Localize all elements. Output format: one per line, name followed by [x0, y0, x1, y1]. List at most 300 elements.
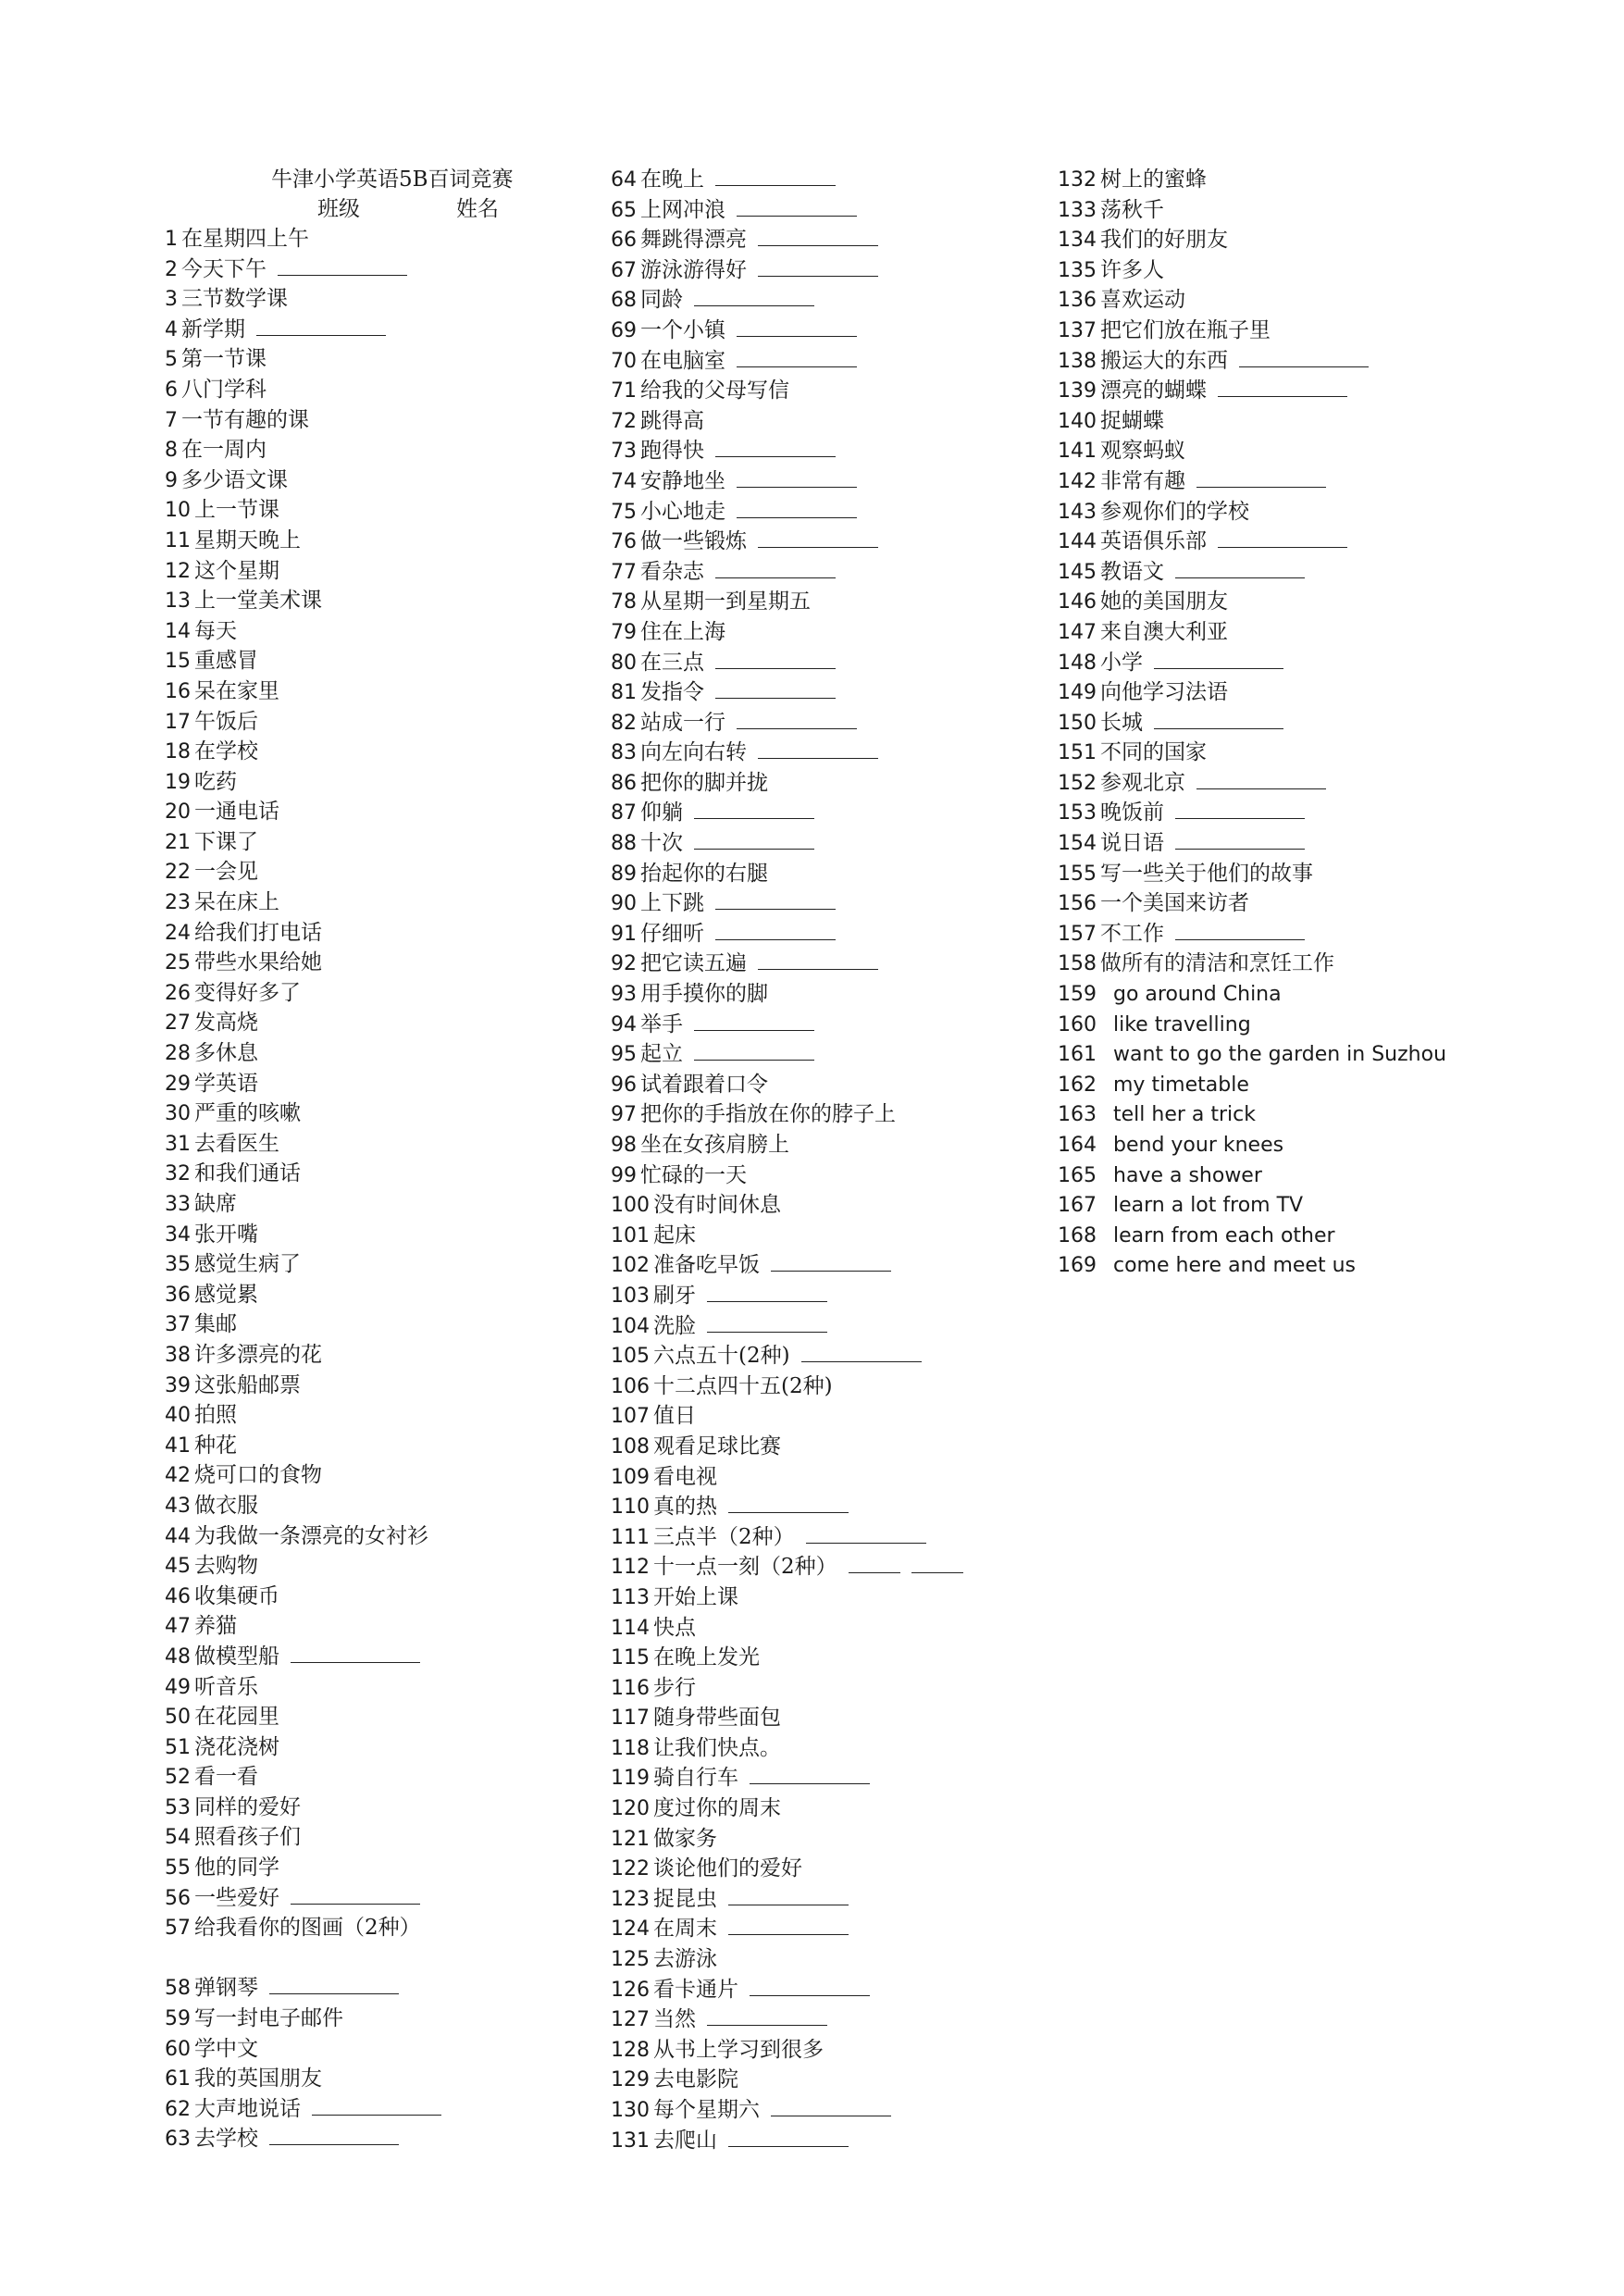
item-prompt: 今天下午 — [181, 256, 267, 281]
vocab-item — [165, 767, 600, 798]
answer-blank[interactable] — [737, 197, 857, 217]
vocab-item — [1058, 165, 1576, 195]
answer-blank[interactable] — [715, 921, 836, 940]
item-number: 68 — [611, 289, 637, 313]
item-prompt: go around China — [1113, 983, 1282, 1007]
answer-blank[interactable] — [758, 528, 878, 548]
item-number: 144 — [1058, 530, 1097, 554]
item-number: 46 — [165, 1584, 191, 1608]
answer-blank[interactable] — [758, 227, 878, 246]
item-prompt: 长城 — [1100, 710, 1143, 735]
answer-blank[interactable] — [758, 950, 878, 970]
answer-blank[interactable] — [269, 2126, 399, 2145]
item-number: 169 — [1058, 1254, 1097, 1278]
vocab-item — [611, 1884, 1055, 1915]
item-prompt: 严重的咳嗽 — [194, 1101, 301, 1126]
item-number: 120 — [611, 1797, 650, 1821]
item-prompt: 漂亮的蝴蝶 — [1100, 379, 1207, 403]
answer-blank[interactable] — [707, 1283, 827, 1302]
vocab-item — [611, 1432, 1055, 1462]
item-number: 13 — [165, 590, 191, 614]
item-number: 40 — [165, 1404, 191, 1428]
item-prompt: 同龄 — [640, 288, 683, 313]
class-name-line — [165, 194, 600, 224]
vocab-item — [611, 1975, 1055, 2005]
answer-blank[interactable] — [694, 1011, 814, 1031]
vocab-item — [611, 2095, 1055, 2126]
vocab-item — [611, 1793, 1055, 1824]
item-prompt: 听音乐 — [194, 1674, 258, 1699]
vocab-item — [611, 949, 1055, 979]
vocab-item — [165, 1582, 600, 1612]
answer-blank[interactable] — [1175, 800, 1305, 819]
item-prompt: 荡秋千 — [1100, 197, 1164, 222]
item-prompt: 上一堂美术课 — [194, 589, 322, 614]
answer-blank[interactable] — [849, 1554, 900, 1573]
vocab-item — [165, 1853, 600, 1883]
item-number: 39 — [165, 1373, 191, 1397]
item-number: 62 — [165, 2097, 191, 2121]
vocab-item — [611, 1703, 1055, 1733]
item-number: 48 — [165, 1644, 191, 1669]
item-number: 167 — [1058, 1194, 1097, 1218]
column-3-list — [1058, 165, 1576, 1281]
item-number: 101 — [611, 1223, 650, 1247]
vocab-item — [165, 2034, 600, 2065]
answer-blank[interactable] — [737, 710, 857, 729]
item-prompt: 当然 — [653, 2007, 696, 2032]
item-prompt: 去购物 — [194, 1554, 258, 1579]
answer-blank[interactable] — [758, 739, 878, 759]
vocab-item — [1058, 376, 1576, 406]
item-number: 42 — [165, 1464, 191, 1488]
vocab-item — [165, 676, 600, 707]
answer-blank[interactable] — [737, 468, 857, 488]
item-prompt: 游泳游得好 — [640, 257, 747, 282]
item-prompt: 站成一行 — [640, 710, 725, 735]
item-prompt: 写一封电子邮件 — [194, 2006, 343, 2031]
vocab-item — [165, 1400, 600, 1431]
answer-blank[interactable] — [694, 1041, 814, 1061]
item-prompt: 发高烧 — [194, 1011, 258, 1036]
item-prompt: 值日 — [653, 1404, 696, 1429]
item-number: 103 — [611, 1284, 650, 1308]
item-prompt: 来自澳大利亚 — [1100, 619, 1228, 644]
vocab-item — [165, 1098, 600, 1129]
item-number: 148 — [1058, 651, 1097, 675]
item-prompt: 跳得高 — [640, 408, 704, 433]
item-number: 139 — [1058, 379, 1097, 403]
item-number: 114 — [611, 1616, 650, 1640]
item-number: 128 — [611, 2038, 650, 2062]
item-number: 27 — [165, 1011, 191, 1036]
item-number: 15 — [165, 650, 191, 674]
item-prompt: 午饭后 — [194, 709, 258, 734]
item-number: 106 — [611, 1374, 650, 1398]
answer-blank[interactable] — [715, 438, 836, 457]
item-number: 109 — [611, 1465, 650, 1489]
vocab-item — [165, 1913, 600, 1943]
vocab-item — [611, 708, 1055, 738]
vocab-item — [611, 2065, 1055, 2095]
item-prompt: 做家务 — [653, 1826, 717, 1851]
vocab-item — [165, 284, 600, 315]
item-number: 107 — [611, 1405, 650, 1429]
item-number: 58 — [165, 1977, 191, 2001]
item-number: 83 — [611, 741, 637, 765]
item-number: 38 — [165, 1343, 191, 1367]
answer-blank[interactable] — [707, 2006, 827, 2026]
item-number: 152 — [1058, 771, 1097, 795]
answer-blank[interactable] — [256, 316, 386, 336]
vocab-item — [611, 1160, 1055, 1191]
item-number: 14 — [165, 619, 191, 643]
item-number: 26 — [165, 981, 191, 1005]
item-number: 16 — [165, 679, 191, 703]
item-prompt: 同样的爱好 — [194, 1794, 301, 1819]
vocab-item — [165, 1129, 600, 1160]
vocab-item — [611, 1522, 1055, 1553]
vocab-item — [165, 1672, 600, 1703]
item-prompt: 每天 — [194, 618, 237, 643]
vocab-item — [611, 527, 1055, 557]
vocab-item — [1058, 708, 1576, 738]
vocab-item — [611, 1371, 1055, 1402]
item-prompt: 照看孩子们 — [194, 1825, 301, 1850]
item-prompt: 举手 — [640, 1011, 683, 1036]
vocab-item — [165, 887, 600, 918]
item-prompt: 在花园里 — [194, 1705, 279, 1730]
item-prompt: 这张船邮票 — [194, 1372, 301, 1397]
vocab-item — [165, 1309, 600, 1340]
answer-blank[interactable] — [737, 499, 857, 518]
item-prompt: 三节数学课 — [181, 287, 288, 312]
column-1-list — [165, 224, 600, 2154]
item-prompt: 大声地说话 — [194, 2096, 301, 2121]
item-prompt: 舞跳得漂亮 — [640, 228, 747, 253]
item-number: 35 — [165, 1253, 191, 1277]
item-number: 94 — [611, 1012, 637, 1036]
answer-blank[interactable] — [737, 348, 857, 367]
vocab-item — [611, 738, 1055, 768]
vocab-item — [165, 344, 600, 375]
answer-blank[interactable] — [1154, 710, 1283, 729]
item-prompt: 在星期四上午 — [181, 227, 309, 251]
answer-blank[interactable] — [1175, 559, 1305, 578]
answer-blank[interactable] — [1218, 528, 1347, 548]
item-prompt: 她的美国朋友 — [1100, 590, 1228, 614]
item-prompt: 去爬山 — [653, 2128, 717, 2153]
vocab-item — [611, 1099, 1055, 1130]
item-prompt: 我们的好朋友 — [1100, 228, 1228, 253]
item-prompt: 星期天晚上 — [194, 527, 301, 552]
item-number: 151 — [1058, 741, 1097, 765]
item-prompt: 小心地走 — [640, 499, 725, 524]
item-number: 102 — [611, 1254, 650, 1278]
item-number: 155 — [1058, 862, 1097, 886]
answer-blank[interactable] — [1218, 378, 1347, 397]
item-number: 75 — [611, 500, 637, 524]
vocab-item — [1058, 617, 1576, 648]
item-number: 61 — [165, 2067, 191, 2091]
item-number: 87 — [611, 801, 637, 825]
answer-blank[interactable] — [771, 1252, 891, 1272]
vocab-item — [1058, 798, 1576, 828]
column-3 — [1058, 165, 1576, 1281]
item-number: 69 — [611, 318, 637, 342]
answer-blank[interactable] — [1175, 921, 1305, 940]
item-number: 130 — [611, 2099, 650, 2122]
item-number: 8 — [165, 439, 178, 463]
item-prompt: like travelling — [1113, 1012, 1251, 1036]
item-prompt: 一会见 — [194, 860, 258, 885]
item-prompt: 把你的脚并拢 — [640, 770, 768, 795]
item-number: 32 — [165, 1162, 191, 1186]
item-number: 5 — [165, 348, 178, 372]
answer-blank[interactable] — [707, 1313, 827, 1333]
worksheet-title: 牛津小学英语5B百词竞赛 — [271, 168, 514, 192]
answer-blank[interactable] — [715, 559, 836, 578]
item-number: 74 — [611, 469, 637, 493]
item-number: 161 — [1058, 1043, 1097, 1067]
vocab-item — [611, 1462, 1055, 1493]
vocab-item — [165, 1551, 600, 1582]
item-prompt: 变得好多了 — [194, 980, 301, 1005]
answer-blank[interactable] — [1239, 348, 1369, 367]
vocab-item — [611, 859, 1055, 889]
item-prompt: 发指令 — [640, 680, 704, 705]
vocab-item — [1058, 888, 1576, 919]
answer-blank[interactable] — [269, 1975, 399, 1994]
vocab-item — [165, 1340, 600, 1371]
answer-blank[interactable] — [750, 1977, 870, 1996]
item-prompt: 说日语 — [1100, 831, 1164, 856]
vocab-item — [165, 1793, 600, 1823]
item-number: 7 — [165, 408, 178, 432]
item-number: 21 — [165, 830, 191, 854]
item-prompt: 捉蝴蝶 — [1100, 408, 1164, 433]
vocab-item — [1058, 466, 1576, 497]
item-prompt: 步行 — [653, 1675, 696, 1700]
item-prompt: 英语俱乐部 — [1100, 529, 1207, 554]
item-number: 122 — [611, 1857, 650, 1881]
answer-blank[interactable] — [758, 257, 878, 277]
vocab-item — [1058, 225, 1576, 255]
vocab-item — [1058, 195, 1576, 226]
item-prompt: 用手摸你的脚 — [640, 982, 768, 1007]
item-prompt: 一个小镇 — [640, 317, 725, 342]
item-prompt: 收集硬币 — [194, 1583, 279, 1608]
vocab-item — [165, 1943, 600, 2004]
answer-blank[interactable] — [801, 1343, 922, 1362]
item-prompt: 去看医生 — [194, 1131, 279, 1156]
item-prompt: 在三点 — [640, 650, 704, 675]
vocab-item — [165, 1371, 600, 1401]
vocab-item — [165, 556, 600, 587]
item-prompt: 给我看你的图画（2种） — [194, 1916, 421, 1941]
item-number: 37 — [165, 1313, 191, 1337]
vocab-item — [611, 346, 1055, 377]
vocab-item — [611, 316, 1055, 346]
item-number: 111 — [611, 1525, 650, 1549]
answer-blank[interactable] — [771, 2097, 891, 2116]
item-prompt: 把它们放在瓶子里 — [1100, 317, 1271, 342]
item-prompt: 和我们通话 — [194, 1161, 301, 1186]
item-number: 126 — [611, 1978, 650, 2002]
vocab-item — [611, 1039, 1055, 1070]
vocab-item — [1058, 828, 1576, 859]
item-prompt: bend your knees — [1113, 1134, 1284, 1157]
answer-blank[interactable] — [715, 650, 836, 669]
item-prompt: 非常有趣 — [1100, 468, 1185, 493]
item-prompt: come here and meet us — [1113, 1254, 1356, 1278]
item-number: 168 — [1058, 1223, 1097, 1247]
item-prompt: 一个美国来访者 — [1100, 891, 1249, 916]
vocab-item — [1058, 1099, 1576, 1130]
answer-blank[interactable] — [291, 1644, 420, 1663]
vocab-item — [611, 768, 1055, 799]
item-number: 136 — [1058, 289, 1097, 313]
item-number: 124 — [611, 1917, 650, 1942]
item-prompt: 让我们快点。 — [653, 1735, 781, 1760]
answer-blank[interactable] — [278, 256, 407, 276]
vocab-item — [165, 1038, 600, 1069]
item-prompt: 每个星期六 — [653, 2098, 760, 2122]
item-number: 160 — [1058, 1012, 1097, 1036]
item-number: 23 — [165, 891, 191, 915]
vocab-item — [611, 1250, 1055, 1281]
item-prompt: 一通电话 — [194, 800, 279, 825]
answer-blank[interactable] — [1196, 468, 1326, 488]
item-prompt: 把你的手指放在你的脖子上 — [640, 1102, 896, 1127]
item-prompt: 烧可口的食物 — [194, 1463, 322, 1488]
vocab-item — [165, 797, 600, 827]
item-number: 158 — [1058, 952, 1097, 976]
answer-blank[interactable] — [291, 1885, 420, 1905]
answer-blank[interactable] — [715, 890, 836, 910]
item-number: 65 — [611, 198, 637, 222]
item-prompt: 看一看 — [194, 1765, 258, 1790]
vocab-item — [165, 1008, 600, 1038]
answer-blank[interactable] — [694, 800, 814, 819]
vocab-item — [165, 857, 600, 887]
item-prompt: 骑自行车 — [653, 1766, 738, 1791]
vocab-item — [611, 1673, 1055, 1704]
vocab-item — [611, 919, 1055, 949]
item-number: 67 — [611, 258, 637, 282]
item-number: 56 — [165, 1886, 191, 1910]
item-number: 162 — [1058, 1073, 1097, 1097]
vocab-item — [611, 376, 1055, 406]
item-number: 93 — [611, 983, 637, 1007]
vocab-item — [1058, 1221, 1576, 1251]
item-prompt: my timetable — [1113, 1073, 1249, 1097]
vocab-item — [611, 1010, 1055, 1040]
item-prompt: 看杂志 — [640, 559, 704, 584]
item-number: 132 — [1058, 168, 1097, 192]
answer-blank[interactable] — [728, 1916, 849, 1935]
item-number: 57 — [165, 1917, 191, 1941]
item-prompt: 感觉生病了 — [194, 1252, 301, 1277]
item-number: 30 — [165, 1102, 191, 1126]
answer-blank[interactable] — [806, 1524, 926, 1544]
item-prompt: 搬运大的东西 — [1100, 348, 1228, 373]
answer-blank[interactable] — [728, 1494, 849, 1513]
vocab-item — [611, 798, 1055, 828]
item-prompt: 快点 — [653, 1615, 696, 1640]
item-number: 24 — [165, 921, 191, 945]
vocab-item — [165, 1249, 600, 1280]
item-number: 86 — [611, 771, 637, 795]
answer-blank[interactable] — [1154, 650, 1283, 669]
item-number: 121 — [611, 1827, 650, 1851]
item-prompt: 捉昆虫 — [653, 1886, 717, 1911]
item-number: 64 — [611, 168, 637, 192]
answer-blank[interactable] — [750, 1765, 870, 1784]
vocab-item — [1058, 738, 1576, 768]
item-number: 20 — [165, 800, 191, 825]
vocab-item — [611, 1854, 1055, 1884]
answer-blank[interactable] — [715, 167, 836, 186]
vocab-item — [165, 1159, 600, 1189]
vocab-item — [165, 1642, 600, 1672]
vocab-item — [1058, 1070, 1576, 1100]
item-prompt: 向左向右转 — [640, 740, 747, 765]
item-prompt: 上下跳 — [640, 891, 704, 916]
item-number: 131 — [611, 2128, 650, 2153]
answer-blank[interactable] — [694, 830, 814, 850]
vocab-item — [165, 465, 600, 496]
answer-blank[interactable] — [1196, 770, 1326, 789]
item-prompt: 在周末 — [653, 1917, 717, 1942]
answer-blank[interactable] — [1175, 830, 1305, 850]
answer-blank[interactable] — [715, 679, 836, 699]
item-prompt: 带些水果给她 — [194, 950, 322, 975]
vocab-item — [165, 948, 600, 978]
item-number: 110 — [611, 1496, 650, 1520]
answer-blank[interactable] — [737, 317, 857, 337]
item-prompt: 随身带些面包 — [653, 1706, 781, 1731]
item-prompt: 给我的父母写信 — [640, 379, 789, 403]
item-number: 129 — [611, 2068, 650, 2092]
item-prompt: 呆在床上 — [194, 890, 279, 915]
vocab-item — [611, 497, 1055, 527]
item-prompt: 做模型船 — [194, 1644, 279, 1669]
item-number: 25 — [165, 951, 191, 975]
item-number: 60 — [165, 2037, 191, 2061]
answer-blank[interactable] — [728, 1886, 849, 1905]
answer-blank[interactable] — [694, 287, 814, 306]
item-prompt: 去电影院 — [653, 2067, 738, 2092]
item-number: 125 — [611, 1948, 650, 1972]
item-prompt: 看电视 — [653, 1464, 717, 1489]
item-number: 12 — [165, 559, 191, 583]
answer-blank[interactable] — [911, 1554, 963, 1573]
vocab-item — [1058, 436, 1576, 466]
item-number: 108 — [611, 1434, 650, 1458]
vocab-item — [165, 616, 600, 647]
item-number: 43 — [165, 1494, 191, 1518]
item-prompt: 缺席 — [194, 1192, 237, 1216]
item-prompt: 向他学习法语 — [1100, 680, 1228, 705]
item-number: 6 — [165, 378, 178, 402]
answer-blank[interactable] — [728, 2128, 849, 2147]
vocab-item — [611, 1552, 1055, 1582]
answer-blank[interactable] — [312, 2096, 441, 2116]
vocab-item — [611, 436, 1055, 466]
item-prompt: 张开嘴 — [194, 1222, 258, 1247]
vocab-item — [165, 978, 600, 1009]
